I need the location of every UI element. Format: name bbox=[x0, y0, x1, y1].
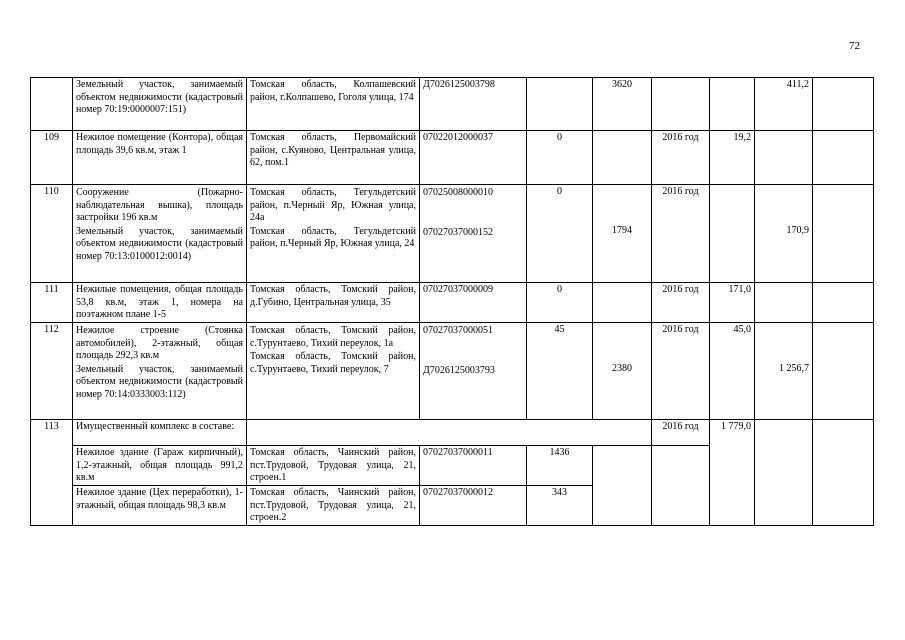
land-area bbox=[593, 446, 652, 526]
object-address: Томская область, Чаинский район, пст.Трудовой, Трудовая улица, 21, строен.2 bbox=[247, 486, 420, 526]
object-address: Томская область, Чаинский район, пст.Трудовой, Трудовая улица, 21, строен.1 bbox=[247, 446, 420, 486]
complex-header: Имущественный комплекс в составе: bbox=[73, 420, 247, 446]
land-value-amount: 170,9 bbox=[786, 225, 809, 236]
object-value bbox=[710, 185, 755, 283]
object-description: Нежилое помещение (Контора), общая площадь 39,6 кв.м, этаж 1 bbox=[73, 131, 247, 185]
building-description: Сооружение (Пожарно-наблюдательная вышка), площадь застройки 196 кв.м bbox=[76, 187, 243, 223]
registry-number: 07027037000009 bbox=[420, 283, 527, 323]
page-number: 72 bbox=[849, 40, 860, 52]
extra-cell bbox=[813, 420, 874, 526]
land-value bbox=[755, 283, 813, 323]
object-value: 171,0 bbox=[710, 283, 755, 323]
extra-cell bbox=[813, 323, 874, 420]
year bbox=[652, 78, 710, 131]
object-address bbox=[247, 185, 420, 283]
table-row bbox=[31, 420, 874, 446]
land-area bbox=[593, 323, 652, 420]
land-value bbox=[755, 185, 813, 283]
registry-number: 07027037000012 bbox=[420, 486, 527, 526]
registry-number: 07027037000011 bbox=[420, 446, 527, 486]
year: 2016 год bbox=[652, 323, 710, 420]
land-area bbox=[593, 283, 652, 323]
row-number: 110 bbox=[31, 185, 73, 283]
table-row bbox=[31, 78, 874, 131]
registry-number: Д7026125003798 bbox=[420, 78, 527, 131]
object-address bbox=[247, 323, 420, 420]
extra-cell bbox=[813, 185, 874, 283]
object-description: Нежилое здание (Гараж кирпичный), 1,2-этажный, общая площадь 991,2 кв.м bbox=[73, 446, 247, 486]
land-registry-number: Д7026125003793 bbox=[423, 364, 495, 376]
object-area: 1436 bbox=[527, 446, 593, 486]
land-value bbox=[755, 323, 813, 420]
object-area: 343 bbox=[527, 486, 593, 526]
object-area: 0 bbox=[527, 131, 593, 185]
land-area: 3620 bbox=[593, 78, 652, 131]
land-area-value: 2380 bbox=[612, 363, 632, 374]
complex-header-spacer bbox=[247, 420, 652, 446]
year: 2016 год bbox=[652, 131, 710, 185]
object-value: 1 779,0 bbox=[710, 420, 755, 526]
object-value: 19,2 bbox=[710, 131, 755, 185]
object-area bbox=[527, 78, 593, 131]
land-area-value: 1794 bbox=[612, 225, 632, 236]
object-address: Томская область, Первомайский район, с.Куяново, Центральная улица, 62, пом.1 bbox=[247, 131, 420, 185]
row-number: 113 bbox=[31, 420, 73, 526]
registry-number: 07022012000037 bbox=[420, 131, 527, 185]
land-area bbox=[593, 131, 652, 185]
table-row bbox=[31, 185, 874, 283]
land-value bbox=[755, 131, 813, 185]
row-number bbox=[31, 78, 73, 131]
row-number: 112 bbox=[31, 323, 73, 420]
row-number: 111 bbox=[31, 283, 73, 323]
land-value bbox=[755, 420, 813, 526]
year: 2016 год bbox=[652, 185, 710, 283]
land-description: Земельный участок, занимаемый объектом недвижимости (кадастровый номер 70:13:0100012:0014) bbox=[76, 225, 243, 262]
object-area: 0 bbox=[527, 185, 593, 283]
building-registry-number: 07025008000010 bbox=[423, 187, 493, 198]
registry-number bbox=[420, 185, 527, 283]
year: 2016 год bbox=[652, 283, 710, 323]
land-address: Томская область, Томский район, с.Турунтаево, Тихий переулок, 7 bbox=[250, 351, 416, 375]
building-description: Нежилое строение (Стоянка автомобилей), 2-этажный, общая площадь 292,3 кв.м bbox=[76, 325, 243, 361]
land-value: 411,2 bbox=[755, 78, 813, 131]
object-description bbox=[73, 323, 247, 420]
year-blank bbox=[652, 446, 710, 526]
object-description bbox=[73, 185, 247, 283]
building-registry-number: 07027037000051 bbox=[423, 325, 493, 336]
extra-cell bbox=[813, 78, 874, 131]
table-row bbox=[31, 323, 874, 420]
property-table bbox=[30, 77, 874, 526]
land-registry-number: 07027037000152 bbox=[423, 226, 493, 238]
object-description: Нежилые помещения, общая площадь 53,8 кв.м, этаж 1, номера на поэтажном плане 1-5 bbox=[73, 283, 247, 323]
land-value-amount: 1 256,7 bbox=[779, 363, 809, 374]
object-description: Нежилое здание (Цех переработки), 1-этажный, общая площадь 98,3 кв.м bbox=[73, 486, 247, 526]
object-address: Томская область, Томский район, д.Губино, Центральная улица, 35 bbox=[247, 283, 420, 323]
year: 2016 год bbox=[652, 420, 710, 446]
extra-cell bbox=[813, 283, 874, 323]
registry-number bbox=[420, 323, 527, 420]
object-area: 45 bbox=[527, 323, 593, 420]
object-description: Земельный участок, занимаемый объектом недвижимости (кадастровый номер 70:19:0000007:151) bbox=[73, 78, 247, 131]
row-number: 109 bbox=[31, 131, 73, 185]
object-value bbox=[710, 78, 755, 131]
object-area: 0 bbox=[527, 283, 593, 323]
object-address: Томская область, Колпашевский район, г.Колпашево, Гоголя улица, 174 bbox=[247, 78, 420, 131]
land-description: Земельный участок, занимаемый объектом недвижимости (кадастровый номер 70:14:0333003:112) bbox=[76, 363, 243, 400]
building-address: Томская область, Томский район, с.Турунтаево, Тихий переулок, 1а bbox=[250, 325, 416, 349]
building-address: Томская область, Тегульдетский район, п.Черный Яр, Южная улица, 24а bbox=[250, 187, 416, 223]
land-area bbox=[593, 185, 652, 283]
extra-cell bbox=[813, 131, 874, 185]
object-value: 45,0 bbox=[710, 323, 755, 420]
table-row bbox=[31, 131, 874, 185]
land-address: Томская область, Тегульдетский район, п.Черный Яр, Южная улица, 24 bbox=[250, 225, 416, 249]
table-row bbox=[31, 283, 874, 323]
